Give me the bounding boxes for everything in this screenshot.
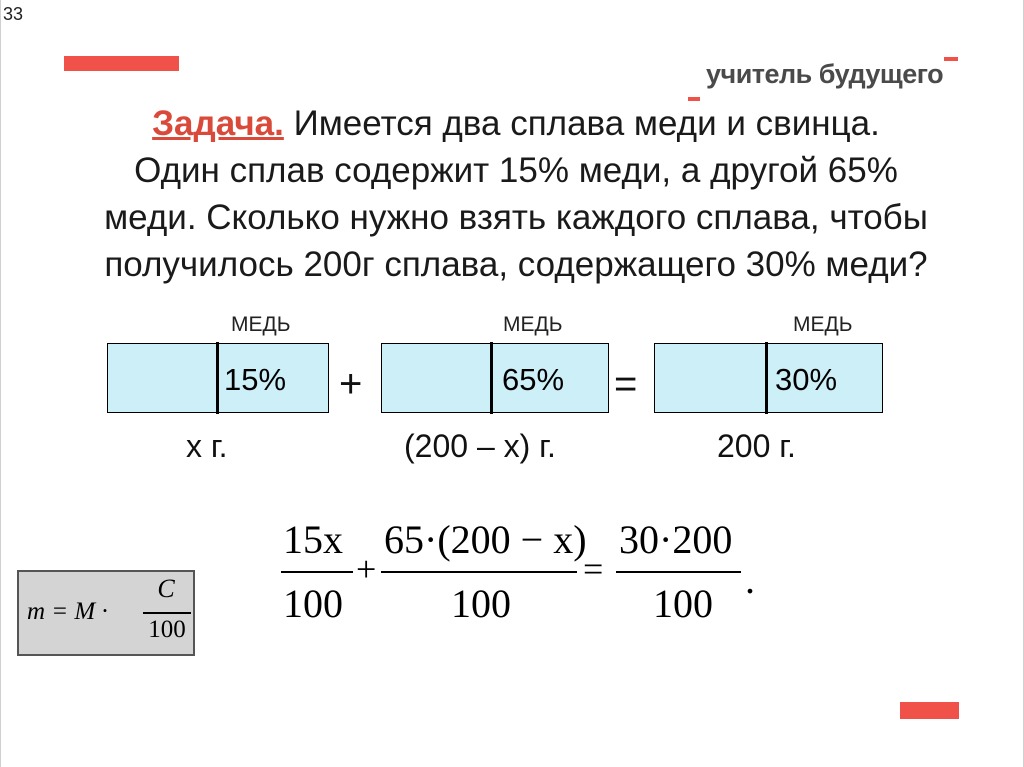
alloy-percent: 30% <box>775 362 838 397</box>
alloy-box-result <box>654 343 883 413</box>
alloy-box-2 <box>381 343 609 413</box>
fraction-line <box>381 571 577 573</box>
box-divider <box>490 342 493 414</box>
formula-lhs: m = M · <box>27 598 108 625</box>
problem-line: получилось 200г сплава, содержащего 30% меди? <box>104 245 928 284</box>
formula-numerator: C <box>157 574 175 603</box>
problem-line: меди. Сколько нужно взять каждого сплава, чтобы <box>104 198 928 237</box>
problem-statement <box>41 100 991 288</box>
equals-sign: = <box>614 362 638 406</box>
problem-text: Имеется два сплава меди и свинца. <box>293 104 880 143</box>
alloy-box-1 <box>107 343 329 413</box>
term2-numerator: 65·(200 − x) <box>384 517 587 562</box>
copper-label: МЕДЬ <box>503 313 563 336</box>
alloy-mass: (200 – x) г. <box>404 428 556 464</box>
equation-end: . <box>745 557 755 602</box>
problem-line: Один сплав содержит 15% меди, а другой 65% <box>134 151 898 190</box>
fraction-line <box>281 571 353 573</box>
alloy-mass: 200 г. <box>717 428 796 464</box>
fraction-line <box>616 571 741 573</box>
term1-denominator: 100 <box>283 581 343 626</box>
copper-label: МЕДЬ <box>231 313 291 336</box>
problem-line <box>41 100 991 147</box>
formula-denominator: 100 <box>148 616 186 643</box>
equals-sign: = <box>583 549 604 589</box>
problem-label: Задача. <box>152 104 284 143</box>
term1-numerator: 15x <box>283 517 343 562</box>
term3-denominator: 100 <box>653 581 713 626</box>
plus-sign: + <box>339 362 363 406</box>
term2-denominator: 100 <box>451 581 511 626</box>
box-divider <box>216 342 219 414</box>
plus-sign: + <box>356 549 377 589</box>
alloy-percent: 65% <box>502 362 565 397</box>
copper-label: МЕДЬ <box>793 313 853 336</box>
accent-bar-bottom <box>900 702 959 719</box>
slide-number: 33 <box>3 4 24 24</box>
logo-dash-icon <box>944 57 958 61</box>
alloy-mass: x г. <box>186 428 228 464</box>
logo-text: учитель будущего <box>706 59 944 89</box>
term3-numerator: 30·200 <box>619 517 733 562</box>
formula-box <box>17 570 195 656</box>
equation <box>271 510 771 640</box>
accent-bar-top <box>64 56 179 71</box>
alloy-percent: 15% <box>224 362 287 397</box>
box-divider <box>765 342 768 414</box>
formula-fraction-line <box>143 612 191 614</box>
